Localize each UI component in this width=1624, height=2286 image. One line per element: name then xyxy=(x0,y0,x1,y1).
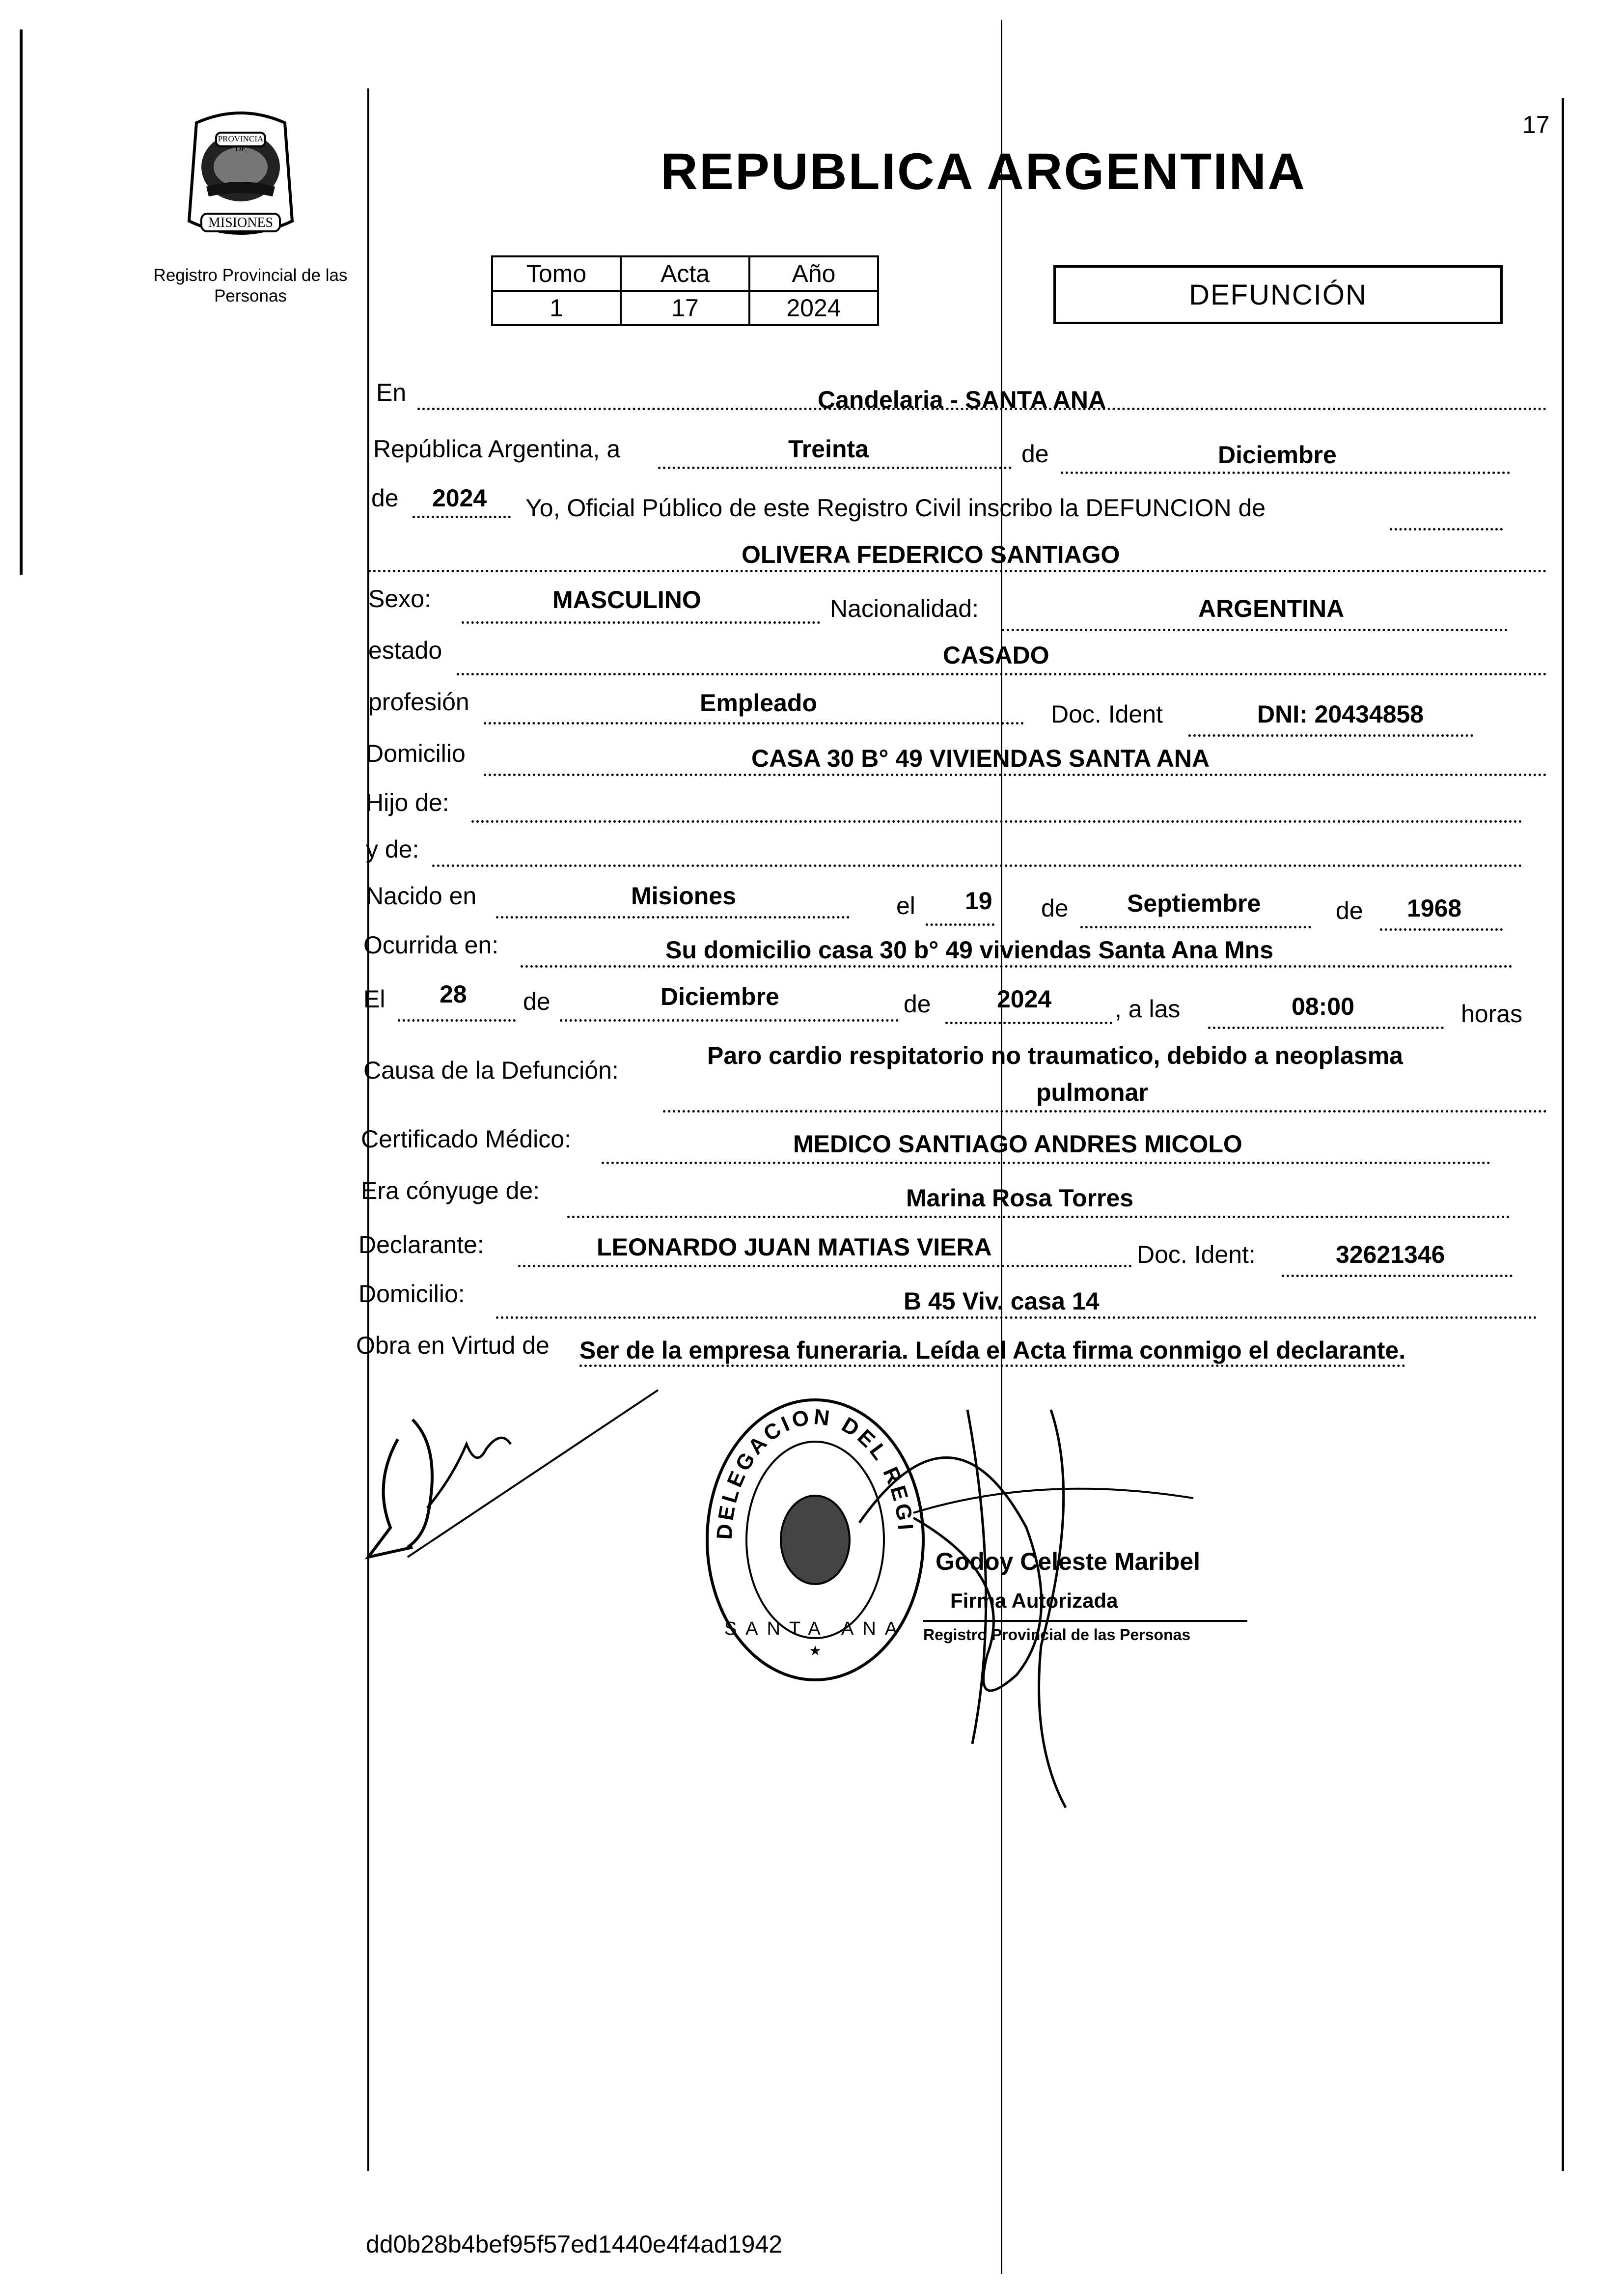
name-dots xyxy=(368,570,1547,572)
birth-day-dots xyxy=(926,923,994,926)
day-text: Treinta xyxy=(788,435,869,463)
causa-dots xyxy=(663,1110,1547,1113)
causa-line2: pulmonar xyxy=(1036,1079,1148,1106)
seal-bottom-text: SANTA ANA xyxy=(724,1618,907,1639)
conyuge-dots xyxy=(567,1216,1510,1218)
act-reference-table xyxy=(491,255,879,326)
de3-label: de xyxy=(1336,897,1363,924)
left-frame-line xyxy=(20,29,23,575)
ocurrida-value: Su domicilio casa 30 b° 49 viviendas Santa Ana Mns xyxy=(665,936,1274,964)
el-label: el xyxy=(896,892,915,920)
domicilio-dots xyxy=(484,774,1547,776)
domicilio-label: Domicilio xyxy=(366,740,466,767)
estado-label: estado xyxy=(368,637,442,664)
nacido-value: Misiones xyxy=(631,882,736,910)
month-dots xyxy=(1061,472,1510,474)
stamp-name: Godoy Celeste Maribel xyxy=(936,1548,1201,1575)
en-value: Candelaria - SANTA ANA xyxy=(818,386,1106,414)
obra-value: Ser de la empresa funeraria. Leída el Acta firma conmigo el declarante. xyxy=(579,1336,1405,1367)
profesion-value: Empleado xyxy=(700,689,817,717)
act-type-box xyxy=(1053,265,1503,324)
doc-ident-value: DNI: 20434858 xyxy=(1257,700,1424,728)
ocurrida-label: Ocurrida en: xyxy=(363,931,499,959)
death-day-dots xyxy=(398,1019,516,1022)
conyuge-value: Marina Rosa Torres xyxy=(906,1184,1134,1212)
table-header-acta: Acta xyxy=(621,256,749,291)
death-time: 08:00 xyxy=(1292,993,1354,1020)
estado-dots xyxy=(457,673,1547,675)
birth-year-dots xyxy=(1380,928,1503,931)
death-time-dots xyxy=(1208,1027,1444,1029)
domicilio2-value: B 45 Viv. casa 14 xyxy=(904,1287,1100,1315)
yde-dots xyxy=(432,864,1522,867)
nacionalidad-label: Nacionalidad: xyxy=(830,595,979,622)
death-month-dots xyxy=(560,1019,899,1022)
horas-label: horas xyxy=(1461,1000,1523,1028)
death-year: 2024 xyxy=(997,985,1052,1013)
month-text: Diciembre xyxy=(1218,441,1337,469)
stamp-rule xyxy=(923,1620,1247,1622)
obra-label: Obra en Virtud de xyxy=(356,1332,550,1359)
page-number: 17 xyxy=(1522,111,1550,139)
year-value: 2024 xyxy=(432,484,487,512)
deceased-name: OLIVERA FEDERICO SANTIAGO xyxy=(742,541,1120,568)
year-label: de xyxy=(371,484,399,512)
doc-ident2-dots xyxy=(1282,1275,1513,1277)
day-dots xyxy=(658,467,1012,469)
declarante-value: LEONARDO JUAN MATIAS VIERA xyxy=(597,1233,992,1261)
act-type: DEFUNCIÓN xyxy=(1189,279,1367,311)
de2-label: de xyxy=(1041,894,1069,922)
yo-text: Yo, Oficial Público de este Registro Civil inscribo la DEFUNCION de xyxy=(525,494,1266,522)
en-label: En xyxy=(376,379,407,406)
right-border-line xyxy=(1562,98,1564,2171)
provincia-misiones-logo xyxy=(167,103,314,251)
de5-label: de xyxy=(904,990,931,1018)
svg-text:★: ★ xyxy=(809,1643,822,1658)
nacionalidad-dots xyxy=(1002,629,1508,631)
death-month: Diciembre xyxy=(661,983,779,1010)
domicilio2-dots xyxy=(496,1316,1537,1319)
estado-value: CASADO xyxy=(943,641,1049,669)
birth-day: 19 xyxy=(965,887,992,915)
de4-label: de xyxy=(523,988,551,1015)
table-value-tomo: 1 xyxy=(492,291,621,325)
conyuge-label: Era cónyuge de: xyxy=(361,1177,540,1204)
seal-ring-text: DELEGACION DEL REGI xyxy=(712,1404,918,1540)
ocurrida-dots xyxy=(521,965,1513,968)
profesion-dots xyxy=(484,722,1024,725)
republica-label: República Argentina, a xyxy=(373,435,621,463)
causa-line1: Paro cardio respitatorio no traumatico, debido a neoplasma xyxy=(707,1042,1403,1069)
certificado-label: Certificado Médico: xyxy=(361,1125,571,1153)
domicilio2-label: Domicilio: xyxy=(358,1280,465,1308)
hijo-label: Hijo de: xyxy=(366,789,449,816)
death-year-dots xyxy=(945,1022,1112,1024)
document-hash: dd0b28b4bef95f57ed1440e4f4ad1942 xyxy=(366,2230,783,2258)
alas-label: , a las xyxy=(1115,995,1181,1023)
year-dots xyxy=(413,516,511,518)
sexo-label: Sexo: xyxy=(368,585,431,613)
table-header-ano: Año xyxy=(749,256,878,291)
causa-label: Causa de la Defunción: xyxy=(363,1057,619,1084)
hijo-dots xyxy=(471,820,1522,823)
doc-ident2-label: Doc. Ident: xyxy=(1137,1241,1256,1268)
sexo-value: MASCULINO xyxy=(552,586,701,613)
declarante-dots xyxy=(518,1265,1132,1267)
table-header-tomo: Tomo xyxy=(492,256,621,291)
logo-top-text: PROVINCIA DE xyxy=(218,134,264,153)
nacido-label: Nacido en xyxy=(366,882,477,910)
doc-ident-label: Doc. Ident xyxy=(1051,700,1163,728)
stamp-role: Firma Autorizada xyxy=(950,1589,1118,1612)
domicilio-value: CASA 30 B° 49 VIVIENDAS SANTA ANA xyxy=(751,745,1210,772)
registry-name: Registro Provincial de las Personas xyxy=(153,266,348,306)
birth-month-dots xyxy=(1080,926,1311,928)
birth-month: Septiembre xyxy=(1127,890,1261,917)
table-value-ano: 2024 xyxy=(749,291,878,325)
logo-bottom-text: MISIONES xyxy=(208,215,274,230)
profesion-label: profesión xyxy=(368,688,469,716)
nacido-dots xyxy=(496,916,850,919)
certificado-value: MEDICO SANTIAGO ANDRES MICOLO xyxy=(793,1130,1242,1158)
declarant-signature xyxy=(354,1370,668,1577)
doc-ident2-value: 32621346 xyxy=(1336,1241,1445,1268)
nacionalidad-value: ARGENTINA xyxy=(1198,595,1345,622)
doc-ident-dots xyxy=(1188,734,1473,737)
certificado-dots xyxy=(602,1162,1490,1164)
sexo-dots xyxy=(462,621,820,624)
country-title: REPUBLICA ARGENTINA xyxy=(661,143,1307,200)
de-label: de xyxy=(1021,440,1049,468)
declarante-label: Declarante: xyxy=(358,1231,484,1258)
table-value-acta: 17 xyxy=(621,291,749,325)
birth-year: 1968 xyxy=(1407,894,1462,922)
death-day: 28 xyxy=(440,980,467,1008)
el2-label: El xyxy=(363,985,385,1013)
stamp-registry: Registro Provincial de las Personas xyxy=(923,1626,1191,1644)
yde-label: y de: xyxy=(366,836,419,863)
yo-dots xyxy=(1390,528,1503,530)
